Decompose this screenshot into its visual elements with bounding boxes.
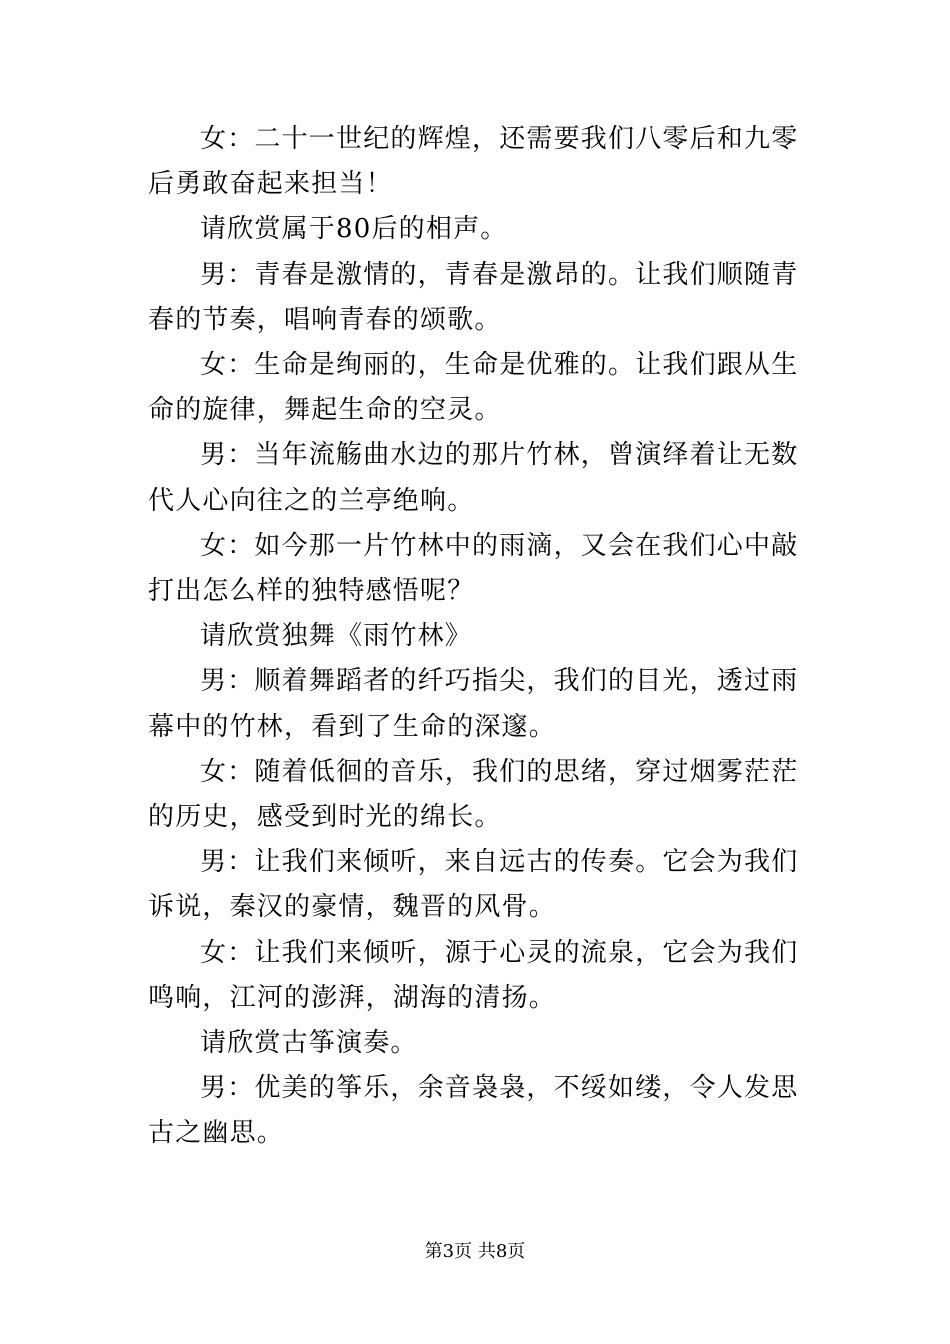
- paragraph: 请欣赏古筝演奏。: [200, 1028, 418, 1059]
- paragraph: 女：随着低徊的音乐，我们的思绪，穿过烟雾茫茫的历史，感受到时光的绵长。: [148, 756, 799, 833]
- paragraph: 请欣赏独舞《雨竹林》: [200, 621, 473, 652]
- paragraph: 女：如今那一片竹林中的雨滴，又会在我们心中敲打出怎么样的独特感悟呢？: [148, 530, 799, 607]
- paragraph: 女：生命是绚丽的，生命是优雅的。让我们跟从生命的旋律，舞起生命的空灵。: [148, 350, 799, 426]
- page-number-label: 第3页 共8页: [424, 1241, 526, 1262]
- paragraph: 女：让我们来倾听，源于心灵的流泉，它会为我们鸣响，江河的澎湃，湖海的清扬。: [148, 937, 799, 1013]
- paragraph: 女：二十一世纪的辉煌，还需要我们八零后和九零后勇敢奋起来担当！: [148, 124, 799, 200]
- paragraph: 男：青春是激情的，青春是激昂的。让我们顺随青春的节奏，唱响青春的颂歌。: [148, 259, 799, 335]
- paragraph: 男：顺着舞蹈者的纤巧指尖，我们的目光，透过雨幕中的竹林，看到了生命的深邃。: [148, 666, 799, 742]
- page-footer: [0, 1240, 950, 1264]
- paragraph: 男：优美的筝乐，余音袅袅，不绥如缕，令人发思古之幽思。: [148, 1073, 799, 1149]
- document-body: [148, 117, 808, 1157]
- paragraph: 男：让我们来倾听，来自远古的传奏。它会为我们诉说，秦汉的豪情，魏晋的风骨。: [148, 847, 799, 923]
- paragraph: 请欣赏属于80后的相声。: [200, 214, 508, 245]
- paragraph: 男：当年流觞曲水边的那片竹林，曾演绎着让无数代人心向往之的兰亭绝响。: [148, 440, 799, 516]
